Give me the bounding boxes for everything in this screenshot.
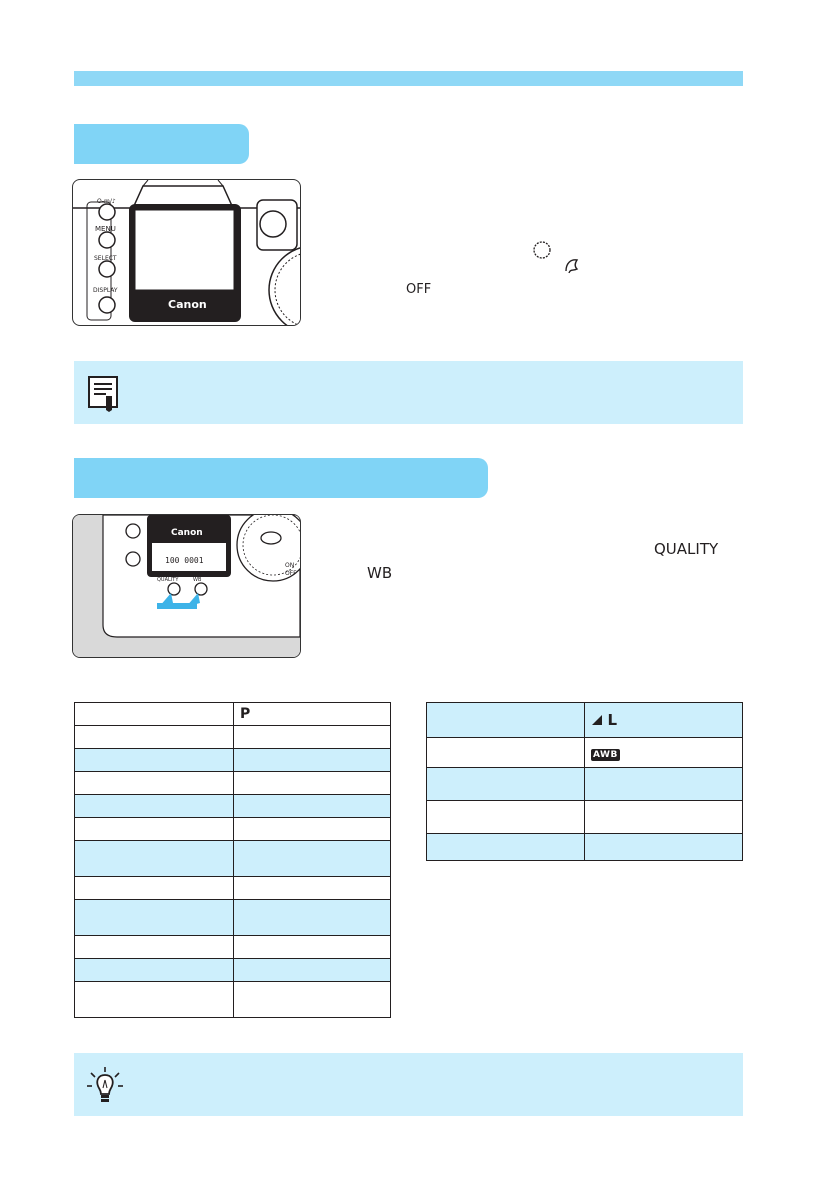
menu-label: MENU — [95, 225, 116, 233]
svg-text:O-m/♪: O-m/♪ — [97, 198, 116, 205]
table-row — [75, 936, 391, 959]
table-row — [427, 768, 743, 801]
table-row — [75, 841, 391, 877]
quality-triangle-icon — [591, 714, 603, 726]
top-rule — [74, 71, 743, 86]
camera-top-illustration — [72, 514, 301, 658]
lightbulb-icon — [86, 1066, 124, 1106]
quality-label: QUALITY — [654, 540, 719, 558]
table-row — [75, 877, 391, 900]
dial-off-label: OFF — [285, 570, 297, 577]
table-row — [75, 703, 391, 726]
table-row — [75, 795, 391, 818]
table-row — [75, 749, 391, 772]
dial-on-label: ON — [285, 562, 295, 569]
table-row — [75, 818, 391, 841]
table-row — [75, 959, 391, 982]
default-settings-table-right — [426, 702, 743, 861]
camera-top-drawing — [73, 515, 300, 657]
canon-brand-2: Canon — [171, 528, 203, 538]
table-row — [427, 703, 743, 738]
custom-function-icon — [562, 257, 582, 275]
default-settings-table-left — [74, 702, 391, 1018]
table-cell-p: P — [234, 703, 391, 726]
quality-btn-label: QUALITY — [157, 577, 179, 583]
canon-brand: Canon — [168, 298, 207, 311]
quality-l-label: L — [607, 711, 618, 729]
note-pencil-icon — [88, 376, 118, 412]
section-heading-1 — [74, 124, 249, 164]
note-box — [74, 361, 743, 424]
tip-box — [74, 1053, 743, 1116]
table-row — [75, 900, 391, 936]
table-cell-quality — [585, 703, 743, 738]
select-label: SELECT — [94, 255, 117, 262]
table-row — [75, 726, 391, 749]
table-row — [75, 772, 391, 795]
table-row — [427, 801, 743, 834]
section-heading-2 — [74, 458, 488, 498]
off-label: OFF — [406, 282, 432, 297]
display-label: DISPLAY — [93, 287, 118, 294]
lcd-readout: 100 0001 — [165, 556, 204, 565]
camera-back-drawing — [73, 180, 300, 325]
table-row — [75, 982, 391, 1018]
awb-badge: AWB — [593, 749, 618, 760]
table-row — [427, 834, 743, 861]
wb-label: WB — [367, 564, 393, 582]
camera-back-illustration — [72, 179, 301, 326]
table-row — [427, 738, 743, 768]
dial-icon — [532, 240, 552, 260]
wb-btn-label: WB — [193, 577, 202, 583]
